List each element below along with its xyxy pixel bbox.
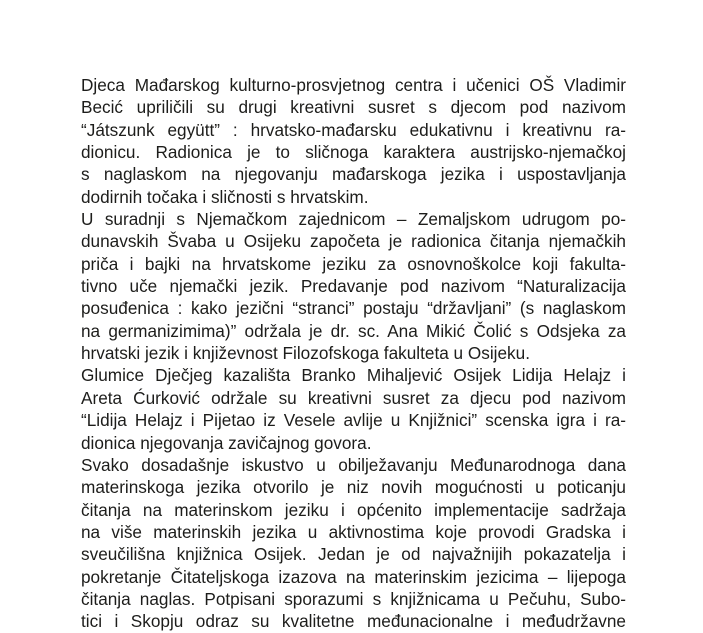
text-line: Areta Ćurković održale su kreativni susret za djecu pod nazivom bbox=[81, 387, 626, 408]
text-line: “Lidija Helajz i Pijetao iz Vesele avlije u Knjižnici” scenska igra i ra- bbox=[81, 410, 626, 431]
text-line: priča i bajki na hrvatskome jeziku za osnovnoškolce koji fakulta- bbox=[81, 253, 626, 274]
text-line: materinskoga jezika otvorilo je niz novih mogućnosti u poticanju bbox=[81, 477, 626, 498]
article-text bbox=[81, 74, 626, 633]
text-line: dionica njegovanja zavičajnog govora. bbox=[81, 432, 372, 453]
text-line: tici i Skopju odraz su kvalitetne međunacionalne i međudržavne bbox=[81, 611, 626, 632]
text-line: na više materinskih jezika u aktivnostima koje provodi Gradska i bbox=[81, 521, 626, 542]
text-line: posuđenica : kako jezični “stranci” postaju “državljani” (s naglaskom bbox=[81, 298, 626, 319]
text-line: hrvatski jezik i književnost Filozofskoga fakulteta u Osijeku. bbox=[81, 343, 530, 364]
text-line: Djeca Mađarskog kulturno-prosvjetnog centra i učenici OŠ Vladimir bbox=[81, 75, 626, 95]
text-line: s naglaskom na njegovanju mađarskoga jezika i uspostavljanja bbox=[81, 164, 626, 185]
text-line: čitanja na materinskom jeziku i općenito implementacije sadržaja bbox=[81, 499, 626, 520]
paragraph-2 bbox=[81, 208, 626, 364]
text-line: dionicu. Radionica je to sličnoga karaktera austrijsko-njemačkoj bbox=[81, 142, 626, 163]
text-line: čitanja naglas. Potpisani sporazumi s knjižnicama u Pečuhu, Subo- bbox=[81, 588, 626, 609]
text-line: na germanizimima)” održala je dr. sc. Ana Mikić Čolić s Odsjeka za bbox=[81, 320, 626, 341]
text-line: tivno uče njemački jezik. Predavanje pod nazivom “Naturalizacija bbox=[81, 276, 626, 297]
text-line: dodirnih točaka i sličnosti s hrvatskim. bbox=[81, 186, 369, 207]
paragraph-4 bbox=[81, 454, 626, 633]
text-line: U suradnji s Njemačkom zajednicom – Zemaljskom udrugom po- bbox=[81, 209, 626, 230]
paragraph-1 bbox=[81, 74, 626, 208]
text-line: dunavskih Švaba u Osijeku započeta je radionica čitanja njemačkih bbox=[81, 231, 626, 252]
text-line: pokretanje Čitateljskoga izazova na materinskim jezicima – lijepoga bbox=[81, 566, 626, 587]
text-line: Svako dosadašnje iskustvo u obilježavanju Međunarodnoga dana bbox=[81, 454, 626, 475]
text-line: Becić upriličili su drugi kreativni susret s djecom pod nazivom bbox=[81, 97, 626, 118]
text-line: sveučilišna knjižnica Osijek. Jedan je od najvažnijih pokazatelja i bbox=[81, 544, 626, 565]
paragraph-3 bbox=[81, 364, 626, 453]
text-line: Glumice Dječjeg kazališta Branko Mihaljević Osijek Lidija Helajz i bbox=[81, 365, 626, 386]
text-line: “Játszunk együtt” : hrvatsko-mađarsku edukativnu i kreativnu ra- bbox=[81, 119, 626, 140]
